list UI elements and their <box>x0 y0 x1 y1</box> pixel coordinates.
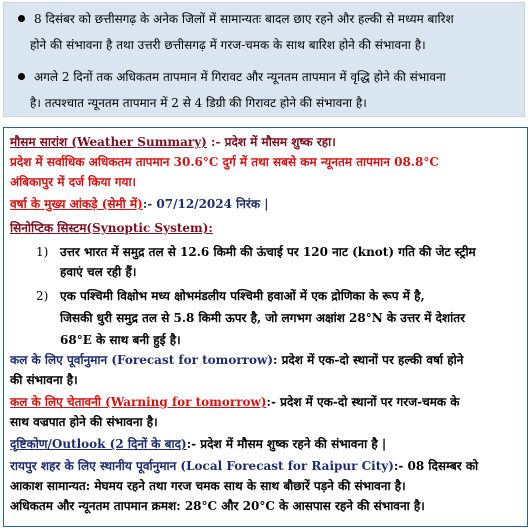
bullet-icon <box>18 15 25 22</box>
raipur-forecast-line-1 <box>10 456 478 476</box>
bullet-1-line-1: 8 दिसंबर को छत्तीसगढ़ के अनेक जिलों में सामान्यतः बादल छाए रहने और हल्की से मध्यम बारिश <box>34 12 454 26</box>
warning-line-2: साथ वज्रपात होने की संभावना है। <box>10 415 158 429</box>
synoptic-item-2-number: 2) <box>36 289 49 303</box>
outlook-heading: दृष्टिकोण/Outlook (2 दिनों के बाद) <box>10 437 187 451</box>
bullet-icon <box>18 73 25 80</box>
synoptic-item-1-line-2: हवाएं चल रही हैं। <box>60 265 137 279</box>
outlook-text: :- प्रदेश में मौसम शुष्क रहने की संभावना है | <box>186 437 387 451</box>
forecast-line-2: की संभावना है। <box>10 373 78 387</box>
synoptic-item-1-number: 1) <box>36 245 49 259</box>
synoptic-item-1-line-1: उत्तर भारत में समुद्र तल से 12.6 किमी की ऊंचाई पर 120 नाट (knot) गति की जेट स्ट्रीम <box>60 245 476 259</box>
synoptic-heading: सिनोप्टिक सिस्टम(Synoptic System): <box>10 221 213 235</box>
rainfall-line <box>10 194 269 214</box>
synoptic-item-2-line-2: जिसकी धुरी समुद्र तल से 5.8 किमी ऊपर है, जो लगभग अक्षांश 28°N के उत्तर में देशांतर <box>60 311 465 325</box>
outlook-line <box>10 434 386 454</box>
raipur-forecast-heading: रायपुर शहर के लिए स्थानीय पूर्वानुमान (Local Forecast for Raipur City) <box>10 459 394 473</box>
rainfall-text: :- 07/12/2024 निरंक | <box>142 197 269 211</box>
rainfall-heading: वर्षा के मुख्य आंकड़े (सेमी में) <box>10 197 143 211</box>
weather-summary-heading: मौसम सारांश (Weather Summary) <box>10 135 207 149</box>
bulletin-box <box>3 127 528 527</box>
forecast-line-1 <box>10 350 463 370</box>
raipur-forecast-text: :- 08 दिसम्बर को <box>393 459 479 473</box>
weather-summary-line <box>10 132 336 152</box>
bullet-2-line-1: अगले 2 दिनों तक अधिकतम तापमान में गिरावट और न्यूनतम तापमान में वृद्धि होने की संभावना <box>34 70 446 84</box>
warning-line-1 <box>10 392 460 412</box>
warning-heading: कल के लिए चेतावनी (Warning for tomorrow) <box>10 395 267 409</box>
forecast-heading: कल के लिए पूर्वानुमान (Forecast for tomorrow) <box>10 353 273 367</box>
weather-summary-text: :- प्रदेश में मौसम शुष्क रहा। <box>206 135 336 149</box>
highlight-box <box>3 2 525 117</box>
temperature-extremes-line-2: अंबिकापुर में दर्ज किया गया। <box>10 175 137 189</box>
raipur-forecast-line-3: अधिकतम और न्यूनतम तापमान क्रमश: 28°C और 20°C के आसपास रहने की संभावना है। <box>10 499 425 513</box>
synoptic-item-2-line-1: एक पश्चिमी विक्षोभ मध्य क्षोभमंडलीय पश्चिमी हवाओं में एक द्रोणिका के रूप में है, <box>60 289 425 303</box>
forecast-text: : प्रदेश में एक-दो स्थानों पर हल्की वर्षा होने <box>273 353 464 367</box>
synoptic-item-2-line-3: 68°E के साथ बनी हुई है। <box>60 333 181 347</box>
raipur-forecast-line-2: आकाश सामान्यत: मेघमय रहने तथा गरज चमक साथ के साथ बौछारें पड़ने की संभावना है। <box>10 479 406 493</box>
bullet-2-line-2: है। तत्पश्चात न्यूनतम तापमान में 2 से 4 डिग्री की गिरावट होने की संभावना है। <box>30 96 367 110</box>
warning-text: :- प्रदेश में एक-दो स्थानों पर गरज-चमक के <box>266 395 460 409</box>
temperature-extremes-line-1: प्रदेश में सर्वाधिक अधिकतम तापमान 30.6°C दुर्ग में तथा सबसे कम न्यूनतम तापमान 08.8°C <box>10 155 439 169</box>
bullet-1-line-2: होने की संभावना है तथा उत्तरी छत्तीसगढ़ में गरज-चमक के साथ बारिश होने की संभावना है। <box>30 38 426 52</box>
